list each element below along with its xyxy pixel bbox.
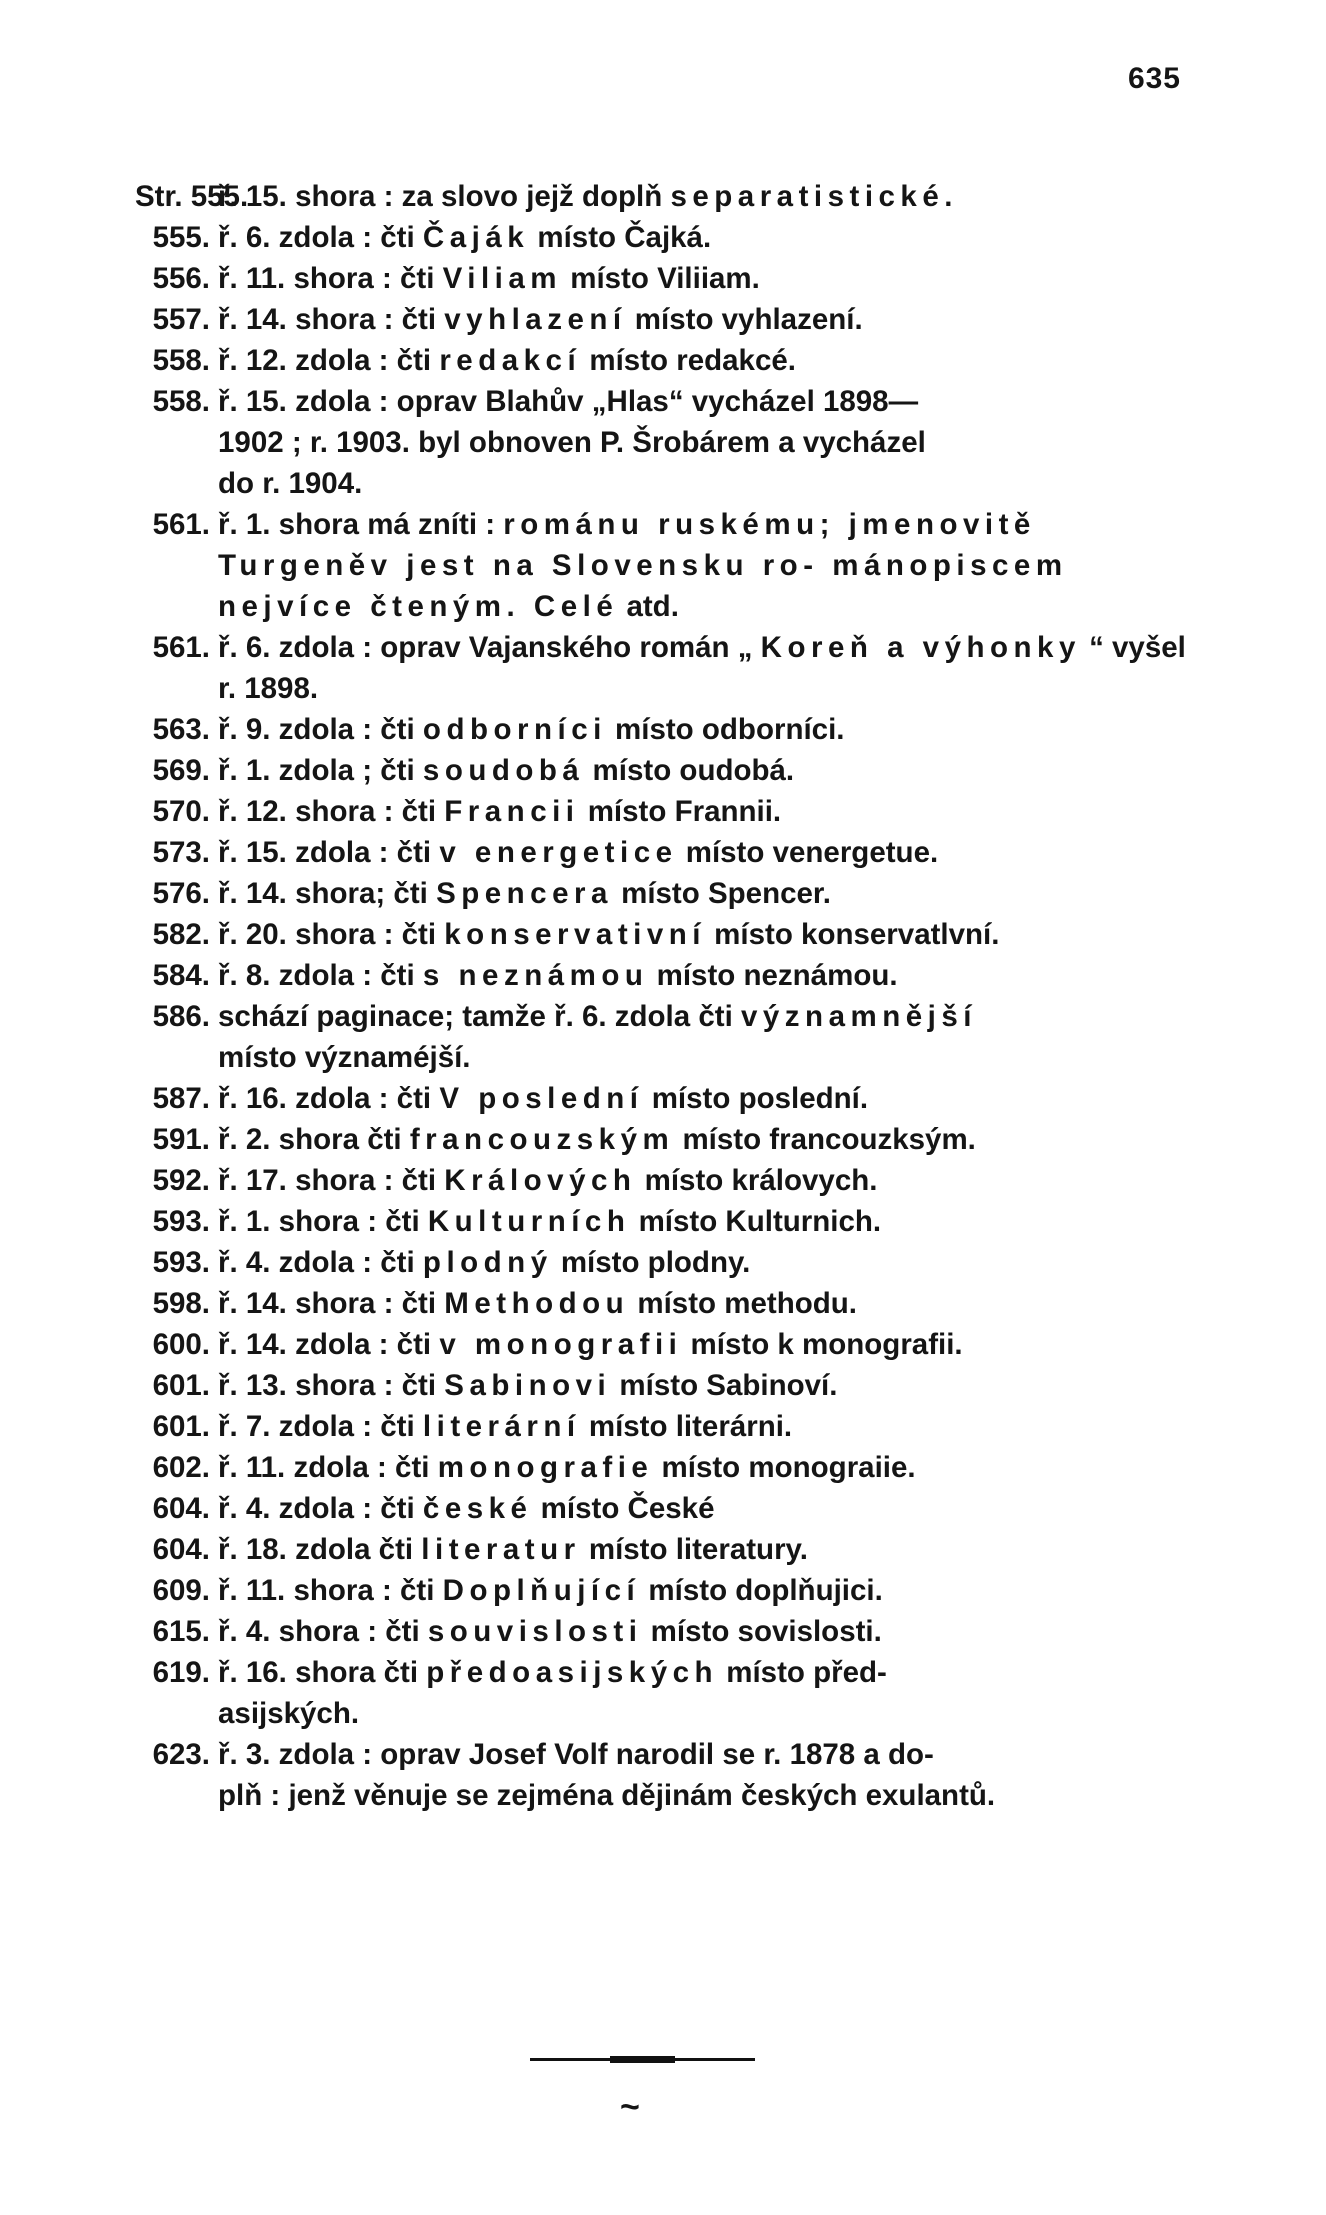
- entry-page: 601.: [152, 1369, 210, 1402]
- entry-correction: plodný: [422, 1246, 553, 1279]
- entry-line: ř. 8. zdola : čti: [218, 959, 415, 992]
- entry-line: ř. 17. shora : čti: [218, 1164, 437, 1197]
- entry-correction: francouzským: [409, 1123, 675, 1156]
- entry-correction: významnější: [740, 1000, 977, 1033]
- entry-line: ř. 9. zdola : čti: [218, 713, 415, 746]
- entry-body: [218, 1488, 1190, 1529]
- entry-correction: souvislosti: [427, 1615, 643, 1648]
- entry-line: ř. 14. zdola : čti: [218, 1328, 432, 1361]
- entry-line: ř. 1. zdola ; čti: [218, 754, 415, 787]
- entry-page: 558.: [152, 385, 210, 418]
- entry-original: místo plodny.: [560, 1246, 751, 1279]
- entry-correction: Koreň a výhonky: [760, 631, 1081, 664]
- entry-line: ř. 6. zdola : oprav Vajanského román „: [218, 631, 753, 664]
- entry-body: [218, 914, 1190, 955]
- errata-entry: [135, 1611, 1190, 1652]
- errata-entry: [135, 1283, 1190, 1324]
- errata-entry: [135, 832, 1190, 873]
- entry-body: [218, 873, 1190, 914]
- entry-line: ř. 2. shora čti: [218, 1123, 402, 1156]
- entry-body: [218, 299, 1190, 340]
- entry-continuation: plň : jenž věnuje se zejména dějinám českých exulantů.: [218, 1779, 996, 1812]
- errata-entry: [135, 750, 1190, 791]
- entry-line: ř. 1. shora má zníti :: [218, 508, 496, 541]
- entry-original: místo monograiie.: [661, 1451, 916, 1484]
- entry-original: místo venergetue.: [685, 836, 939, 869]
- entry-body: [218, 1242, 1190, 1283]
- entry-page: 558.: [152, 344, 210, 377]
- entry-correction: literární: [422, 1410, 581, 1443]
- entry-line: ř. 12. zdola : čti: [218, 344, 432, 377]
- entry-line: ř. 18. zdola čti: [218, 1533, 414, 1566]
- entry-body: [218, 832, 1190, 873]
- entry-body: [218, 1734, 1190, 1816]
- entry-original: místo Sabinoví.: [619, 1369, 838, 1402]
- errata-entry: [135, 381, 1190, 504]
- entry-original: místo k monografii.: [690, 1328, 963, 1361]
- entry-body: [218, 1283, 1190, 1324]
- errata-entry: [135, 873, 1190, 914]
- entry-body: [218, 381, 1190, 504]
- entry-line: ř. 20. shora : čti: [218, 918, 437, 951]
- entry-line: ř. 11. shora : čti: [218, 1574, 435, 1607]
- errata-entry: [135, 914, 1190, 955]
- errata-entry: [135, 217, 1190, 258]
- entry-line: ř. 11. shora : čti: [218, 262, 435, 295]
- entry-body: [218, 1365, 1190, 1406]
- entry-line: ř. 13. shora : čti: [218, 1369, 437, 1402]
- errata-entry: [135, 627, 1190, 709]
- errata-entry: [135, 176, 1190, 217]
- errata-entry: [135, 1119, 1190, 1160]
- entry-page: 591.: [152, 1123, 210, 1156]
- errata-entry: [135, 996, 1190, 1078]
- entry-body: [218, 217, 1190, 258]
- entry-page: 586.: [152, 1000, 210, 1033]
- entry-original: místo neznámou.: [656, 959, 898, 992]
- errata-entry: [135, 1078, 1190, 1119]
- entry-continuation: asijských.: [218, 1697, 360, 1730]
- entry-correction: monografie: [437, 1451, 654, 1484]
- errata-entry: [135, 1324, 1190, 1365]
- entry-page: 593.: [152, 1246, 210, 1279]
- entry-line: schází paginace; tamže ř. 6. zdola čti: [218, 1000, 733, 1033]
- end-mark: ~: [620, 2088, 640, 2126]
- entry-original: místo královych.: [644, 1164, 878, 1197]
- entry-body: [218, 1160, 1190, 1201]
- entry-line: ř. 7. zdola : čti: [218, 1410, 415, 1443]
- entry-original: místo konservatlvní.: [714, 918, 1000, 951]
- errata-entry: [135, 791, 1190, 832]
- errata-entry: [135, 1365, 1190, 1406]
- entry-original: místo vyhlazení.: [634, 303, 863, 336]
- entry-original: místo České: [540, 1492, 715, 1525]
- entry-continuation: 1902 ; r. 1903. byl obnoven P. Šrobárem a vycházel: [218, 426, 926, 459]
- errata-entry: [135, 1447, 1190, 1488]
- entry-correction: v energetice: [439, 836, 678, 869]
- entry-correction: Methodou: [444, 1287, 630, 1320]
- entry-correction: Kulturních: [427, 1205, 631, 1238]
- entry-page: 602.: [152, 1451, 210, 1484]
- entry-page: 593.: [152, 1205, 210, 1238]
- entry-correction: konservativní: [444, 918, 706, 951]
- entry-page: 609.: [152, 1574, 210, 1607]
- errata-entry: [135, 1488, 1190, 1529]
- errata-entry: [135, 1529, 1190, 1570]
- entry-page: 600.: [152, 1328, 210, 1361]
- entry-correction: Doplňující: [442, 1574, 641, 1607]
- entry-line: ř. 4. shora : čti: [218, 1615, 420, 1648]
- entry-correction: redakcí: [439, 344, 582, 377]
- entry-body: [218, 955, 1190, 996]
- errata-entry: [135, 258, 1190, 299]
- entry-original: místo Čajká.: [537, 221, 712, 254]
- entry-page: 570.: [152, 795, 210, 828]
- errata-entry: [135, 1160, 1190, 1201]
- entry-correction: Sabinovi: [444, 1369, 612, 1402]
- entry-correction: soudobá: [422, 754, 585, 787]
- entry-line: ř. 4. zdola : čti: [218, 1246, 415, 1279]
- entry-page: 604.: [152, 1533, 210, 1566]
- entry-line: ř. 16. shora čti: [218, 1656, 419, 1689]
- entry-original: místo Kulturnich.: [638, 1205, 882, 1238]
- entry-body: [218, 1652, 1190, 1734]
- entry-page: 615.: [152, 1615, 210, 1648]
- entry-body: [218, 504, 1190, 627]
- entry-correction: předoasijských: [426, 1656, 719, 1689]
- entry-original: místo methodu.: [637, 1287, 857, 1320]
- entry-page: 598.: [152, 1287, 210, 1320]
- entry-body: [218, 258, 1190, 299]
- entry-page: 601.: [152, 1410, 210, 1443]
- errata-entry: [135, 955, 1190, 996]
- errata-entry: [135, 1201, 1190, 1242]
- entry-page: 587.: [152, 1082, 210, 1115]
- entry-correction: Čaják: [422, 221, 530, 254]
- errata-entry: [135, 1652, 1190, 1734]
- page-number: 635: [1127, 62, 1181, 95]
- entry-original: místo literárni.: [588, 1410, 793, 1443]
- errata-entry: [135, 1242, 1190, 1283]
- entry-original: místo redakcé.: [589, 344, 796, 377]
- entry-line: ř. 4. zdola : čti: [218, 1492, 415, 1525]
- entry-body: [218, 1119, 1190, 1160]
- entry-page: 623.: [152, 1738, 210, 1771]
- errata-entry: [135, 504, 1190, 627]
- entry-correction: Králových: [444, 1164, 637, 1197]
- entry-page: 556.: [152, 262, 210, 295]
- entry-original: “ vyšel r. 1898.: [218, 631, 1186, 705]
- entry-correction: české: [422, 1492, 533, 1525]
- entry-correction: Viliam: [442, 262, 563, 295]
- entry-body: [218, 791, 1190, 832]
- entry-original: místo literatury.: [588, 1533, 808, 1566]
- entry-line: ř. 11. zdola : čti: [218, 1451, 430, 1484]
- entry-original: místo sovislosti.: [650, 1615, 882, 1648]
- end-rule-center: [610, 2056, 675, 2063]
- entry-body: [218, 176, 1190, 217]
- entry-correction: v monografii: [439, 1328, 683, 1361]
- entry-correction: s neznámou: [422, 959, 649, 992]
- entry-page: 619.: [152, 1656, 210, 1689]
- errata-entry: [135, 1734, 1190, 1816]
- entry-correction: V poslední: [439, 1082, 644, 1115]
- entry-page: Str. 555.: [135, 180, 249, 213]
- entry-original: atd.: [626, 590, 679, 623]
- entry-line: ř. 15. zdola : čti: [218, 836, 432, 869]
- entry-page: 576.: [152, 877, 210, 910]
- entry-original: místo poslední.: [651, 1082, 869, 1115]
- entry-body: [218, 709, 1190, 750]
- entry-original: místo francouzksým.: [682, 1123, 976, 1156]
- errata-entry: [135, 340, 1190, 381]
- entry-line: ř. 6. zdola : čti: [218, 221, 415, 254]
- errata-entry: [135, 299, 1190, 340]
- entry-line: ř. 12. shora : čti: [218, 795, 437, 828]
- entry-body: [218, 1529, 1190, 1570]
- entry-page: 604.: [152, 1492, 210, 1525]
- entry-correction: vyhlazení: [444, 303, 627, 336]
- entry-body: [218, 627, 1190, 709]
- entry-line: ř. 3. zdola : oprav Josef Volf narodil se r. 1878 a do-: [218, 1738, 934, 1771]
- entry-line: ř. 14. shora : čti: [218, 303, 437, 336]
- entry-page: 561.: [152, 508, 210, 541]
- entry-correction: Francii: [444, 795, 580, 828]
- entry-continuation: do r. 1904.: [218, 467, 363, 500]
- entry-original: místo Frannii.: [587, 795, 782, 828]
- entry-body: [218, 1570, 1190, 1611]
- entry-body: [218, 1406, 1190, 1447]
- entry-body: [218, 1447, 1190, 1488]
- entry-page: 584.: [152, 959, 210, 992]
- entry-line: ř. 16. zdola : čti: [218, 1082, 432, 1115]
- entry-line: ř. 14. shora; čti: [218, 877, 428, 910]
- entry-continuation: místo významéjší.: [218, 1041, 471, 1074]
- errata-entry: [135, 709, 1190, 750]
- entry-original: místo Spencer.: [621, 877, 831, 910]
- entry-body: [218, 1611, 1190, 1652]
- entry-body: [218, 750, 1190, 791]
- errata-entry: [135, 1570, 1190, 1611]
- entry-original: místo před-: [726, 1656, 887, 1689]
- entry-original: místo Viliiam.: [570, 262, 760, 295]
- entry-page: 555.: [152, 221, 210, 254]
- entry-correction: Spencera: [436, 877, 613, 910]
- entry-body: [218, 996, 1190, 1078]
- entry-page: 592.: [152, 1164, 210, 1197]
- entry-body: [218, 340, 1190, 381]
- entry-page: 569.: [152, 754, 210, 787]
- entry-page: 557.: [152, 303, 210, 336]
- entry-body: [218, 1201, 1190, 1242]
- entry-body: [218, 1078, 1190, 1119]
- errata-entry: [135, 1406, 1190, 1447]
- entry-page: 563.: [152, 713, 210, 746]
- entry-original: místo oudobá.: [592, 754, 795, 787]
- entry-page: 561.: [152, 631, 210, 664]
- entry-line: ř. 14. shora : čti: [218, 1287, 437, 1320]
- entry-body: [218, 1324, 1190, 1365]
- entry-original: místo odborníci.: [615, 713, 845, 746]
- entry-correction: odborníci: [422, 713, 607, 746]
- entry-page: 573.: [152, 836, 210, 869]
- entry-correction: separatistické.: [670, 180, 958, 213]
- entry-line: ř. 15. shora : za slovo jejž doplň: [218, 180, 663, 213]
- entry-line: ř. 1. shora : čti: [218, 1205, 420, 1238]
- entry-correction: literatur: [421, 1533, 581, 1566]
- entry-correction: románu ruskému; jmenovitě Turgeněv jest na Slovensku ro- mánopiscem nejvíce čteným. Celé: [218, 508, 1068, 623]
- errata-list: [135, 176, 1190, 1816]
- entry-original: místo doplňujici.: [648, 1574, 883, 1607]
- entry-line: ř. 15. zdola : oprav Blahův „Hlas“ vycházel 1898—: [218, 385, 919, 418]
- entry-page: 582.: [152, 918, 210, 951]
